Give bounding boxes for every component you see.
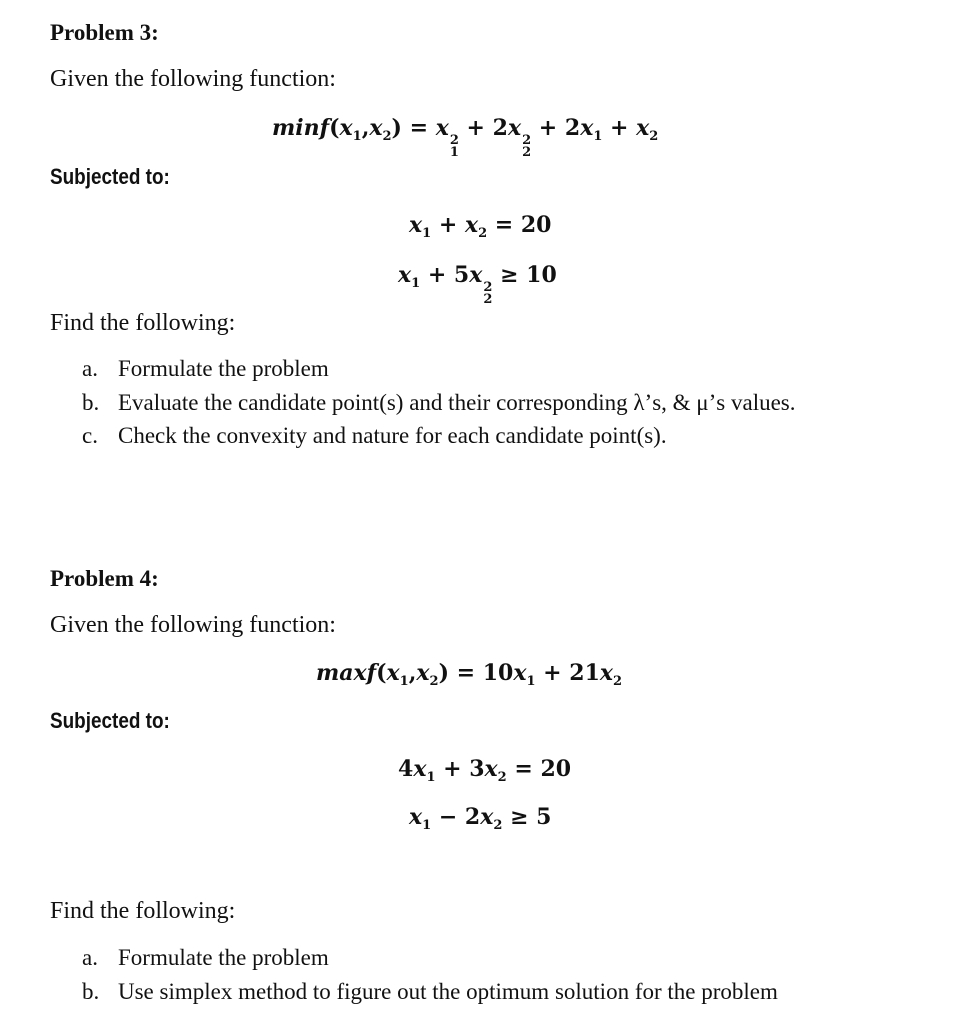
problem-3-constraint-2: $x_1 + 5x$ 2 2 ≥ 10 [398, 262, 557, 307]
problem-4-task-a: a. Formulate the problem [82, 945, 329, 970]
problem-3-task-b: b. Evaluate the candidate point(s) and their corresponding λ’s, & μ’s values. [82, 390, 796, 415]
problem-4-task-b: b. Use simplex method to figure out the optimum solution for the problem [82, 979, 778, 1004]
problem-4-constraint-2: $x_1 - 2x_2 \ge 5$ [409, 804, 552, 833]
problem-3-objective: $\min f(x_1,x_2) = x$ 2 1 + 2x 2 2 + $2x_1 + x_2$ [272, 115, 659, 160]
problem-3-find-label: Find the following: [50, 310, 236, 336]
problem-4-objective: $\max f(x_1,x_2) = 10x_1 + 21x_2$ [316, 660, 623, 689]
problem-3-title: Problem 3: [50, 20, 159, 45]
problem-4-intro: Given the following function: [50, 612, 336, 638]
problem-3-task-a: a. Formulate the problem [82, 356, 329, 381]
problem-4-find-label: Find the following: [50, 898, 236, 924]
problem-3-task-c: c. Check the convexity and nature for each candidate point(s). [82, 423, 667, 448]
problem-3-intro: Given the following function: [50, 66, 336, 92]
problem-4-constraint-1: $4x_1 + 3x_2 = 20$ [398, 756, 572, 785]
problem-4-title: Problem 4: [50, 566, 159, 591]
problem-4-subjected-to: Subjected to: [50, 708, 170, 733]
problem-3-constraint-1: $x_1 + x_2 = 20$ [409, 212, 552, 241]
problem-3-subjected-to: Subjected to: [50, 164, 170, 189]
